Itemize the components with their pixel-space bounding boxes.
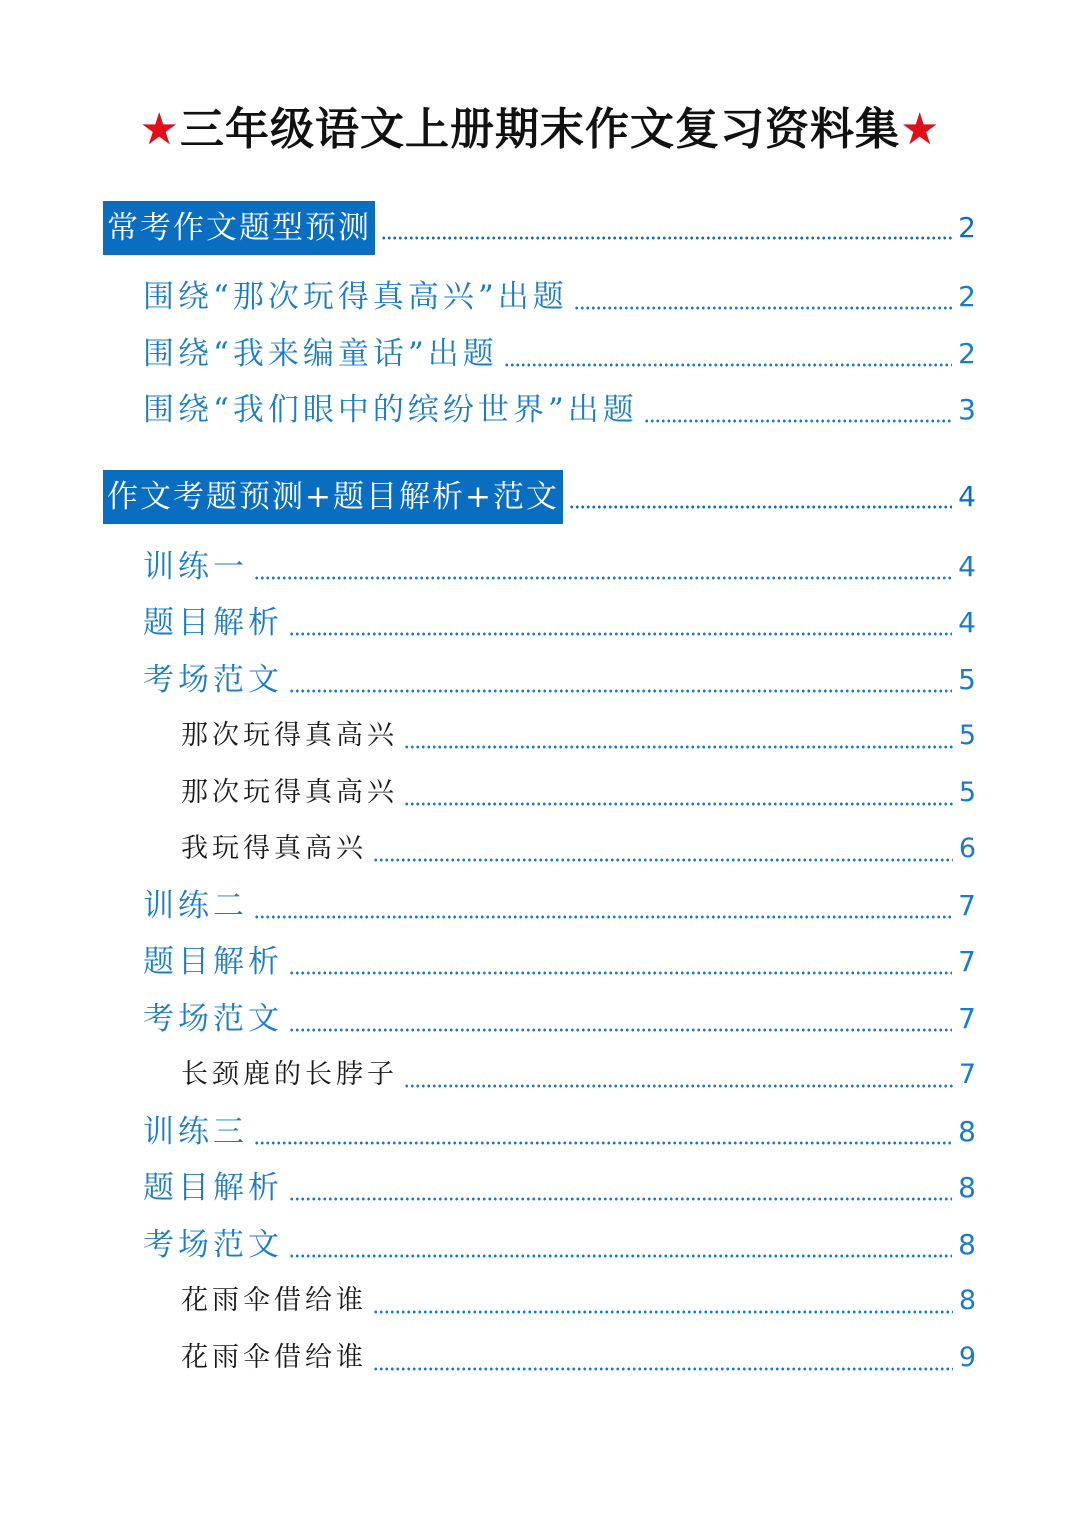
dot-leader [289, 1253, 952, 1259]
toc-subentry-label: 花雨伞借给谁 [181, 1342, 367, 1373]
toc-heading[interactable] [103, 201, 976, 255]
toc-subentry[interactable] [181, 1051, 976, 1099]
dot-leader [373, 1309, 953, 1315]
toc-subentry-label: 我玩得真高兴 [181, 833, 367, 864]
dot-leader [574, 305, 952, 311]
toc-entry-label: 围绕“我来编童话”出题 [143, 336, 498, 372]
toc-page-number: 7 [958, 889, 976, 922]
toc-entry-label: 题目解析 [143, 1170, 283, 1206]
toc-entry-label: 训练二 [143, 888, 248, 924]
toc-entry[interactable] [143, 1164, 976, 1212]
toc-entry-label: 考场范文 [143, 662, 283, 698]
dot-leader [254, 1140, 952, 1146]
dot-leader [254, 914, 952, 920]
toc-subentry-label: 那次玩得真高兴 [181, 720, 398, 751]
toc-subentry[interactable] [181, 1334, 976, 1382]
toc-entry[interactable] [143, 1108, 976, 1156]
toc-heading-label: 作文考题预测+题目解析+范文 [103, 470, 563, 524]
toc-entry-label: 考场范文 [143, 1227, 283, 1263]
dot-leader [381, 235, 952, 241]
toc-subentry[interactable] [181, 825, 976, 873]
dot-leader [569, 504, 952, 510]
document-title [0, 98, 1080, 162]
document-title-text: 三年级语文上册期末作文复习资料集 [180, 104, 900, 155]
toc-page-number: 8 [958, 1171, 976, 1204]
toc-page-number: 4 [958, 550, 976, 583]
toc-subentry-label: 花雨伞借给谁 [181, 1285, 367, 1316]
toc-entry[interactable] [143, 273, 976, 321]
toc-page-number: 2 [958, 337, 976, 370]
toc-entry-label: 训练一 [143, 549, 248, 585]
dot-leader [504, 362, 952, 368]
toc-entry[interactable] [143, 656, 976, 704]
toc-page-number: 5 [958, 663, 976, 696]
dot-leader [254, 575, 952, 581]
toc-entry-label: 题目解析 [143, 944, 283, 980]
toc-page-number: 4 [958, 480, 976, 513]
toc-entry[interactable] [143, 995, 976, 1043]
dot-leader [289, 688, 952, 694]
toc-page-number: 2 [958, 280, 976, 313]
toc-page-number: 8 [958, 1115, 976, 1148]
toc-page-number: 5 [958, 720, 976, 751]
dot-leader [404, 1083, 953, 1089]
star-icon: ★ [900, 104, 941, 155]
toc-entry[interactable] [143, 882, 976, 930]
dot-leader [289, 1196, 952, 1202]
toc-entry-label: 训练三 [143, 1114, 248, 1150]
toc-page-number: 9 [958, 1342, 976, 1373]
toc-entry-label: 围绕“我们眼中的缤纷世界”出题 [143, 392, 638, 428]
toc-entry[interactable] [143, 543, 976, 591]
toc-entry[interactable] [143, 599, 976, 647]
dot-leader [289, 631, 952, 637]
toc-entry[interactable] [143, 938, 976, 986]
toc-page-number: 6 [958, 833, 976, 864]
toc-entry-label: 考场范文 [143, 1001, 283, 1037]
toc-entry[interactable] [143, 386, 976, 434]
star-icon: ★ [139, 104, 180, 155]
dot-leader [289, 1027, 952, 1033]
toc-subentry-label: 长颈鹿的长脖子 [181, 1059, 398, 1090]
toc-page-number: 8 [958, 1228, 976, 1261]
toc-subentry-label: 那次玩得真高兴 [181, 777, 398, 808]
toc-page-number: 4 [958, 606, 976, 639]
toc-heading-label: 常考作文题型预测 [103, 201, 375, 255]
toc-page-number: 2 [958, 211, 976, 244]
dot-leader [289, 970, 952, 976]
toc-entry[interactable] [143, 330, 976, 378]
dot-leader [644, 418, 952, 424]
dot-leader [373, 1366, 953, 1372]
toc-page-number: 5 [958, 777, 976, 808]
toc-page-number: 7 [958, 945, 976, 978]
toc-entry-label: 围绕“那次玩得真高兴”出题 [143, 279, 568, 315]
toc-entry[interactable] [143, 1221, 976, 1269]
dot-leader [404, 801, 953, 807]
toc-page-number: 7 [958, 1002, 976, 1035]
toc-page-number: 8 [958, 1285, 976, 1316]
toc-heading[interactable] [103, 470, 976, 524]
dot-leader [404, 744, 953, 750]
dot-leader [373, 857, 953, 863]
toc-entry-label: 题目解析 [143, 605, 283, 641]
toc-subentry[interactable] [181, 1277, 976, 1325]
toc-page-number: 7 [958, 1059, 976, 1090]
toc-subentry[interactable] [181, 769, 976, 817]
toc-subentry[interactable] [181, 712, 976, 760]
toc-page-number: 3 [958, 393, 976, 426]
